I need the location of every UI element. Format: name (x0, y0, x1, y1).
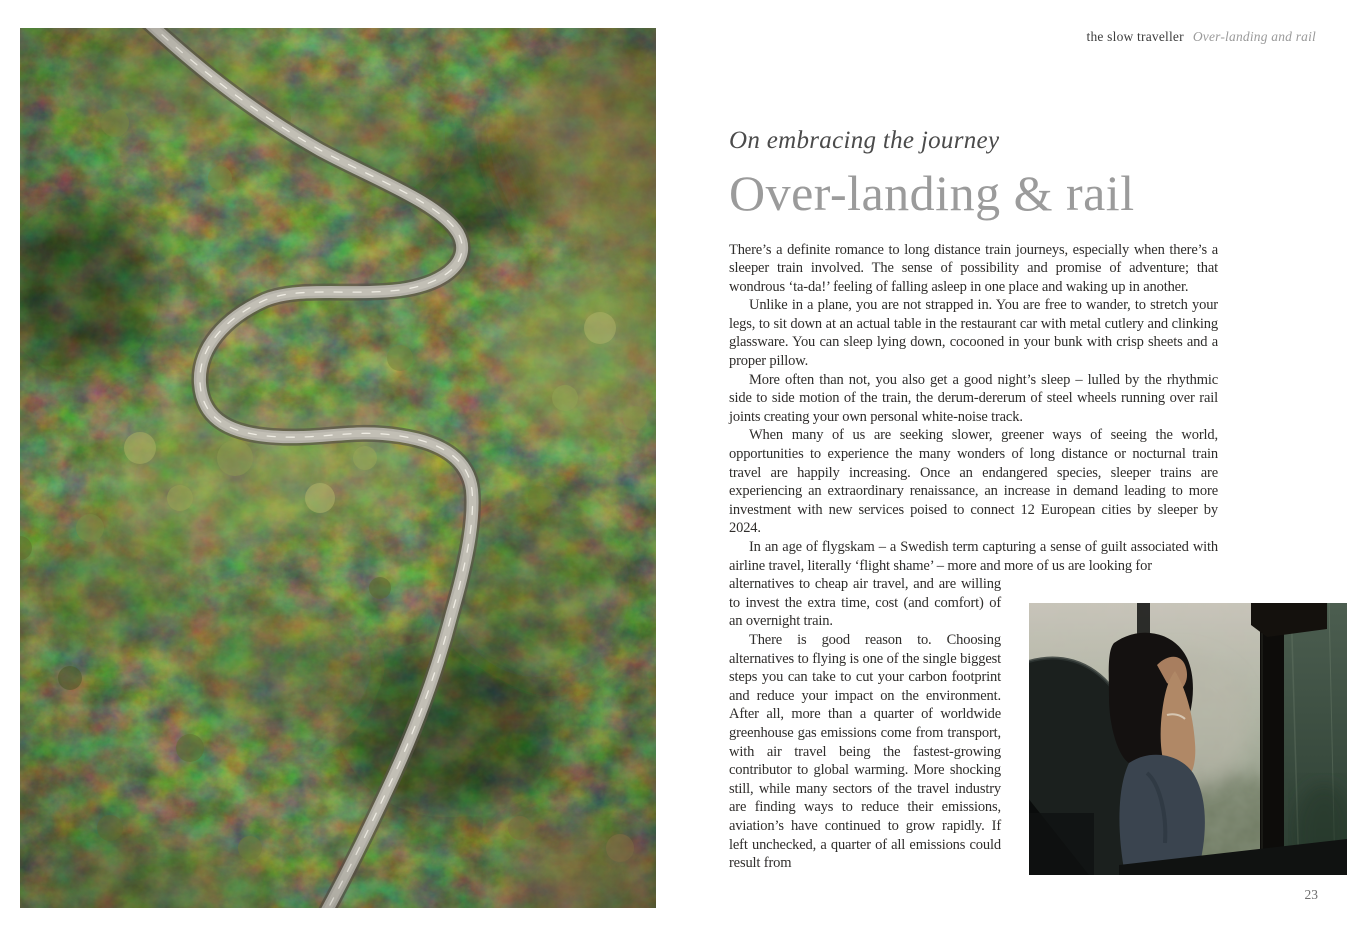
traveller-at-train-window-photo (1029, 603, 1347, 875)
aerial-winding-forest-road-photo (20, 28, 656, 908)
book-title: the slow traveller (1086, 29, 1184, 44)
paragraph: In an age of flygskam – a Swedish term capturing a sense of guilt associated with airline travel, literally ‘flight shame’ – more and more of us are looking for (729, 539, 1218, 574)
paragraph: alternatives to cheap air travel, and are willing to invest the extra time, cost (and comfort) of an overnight train. (729, 576, 1001, 630)
narrow-text-block (729, 575, 1001, 873)
page-title: Over-landing & rail (729, 165, 1135, 221)
paragraph: Unlike in a plane, you are not strapped in. You are free to wander, to stretch your legs, to sit down at an actual table in the restaurant car with metal cutlery and clinking glassware. You can sleep lying down, cocooned in your bunk with crisp sheets and a proper pillow. (729, 297, 1218, 370)
paragraph: When many of us are seeking slower, greener ways of seeing the world, opportunities to experience the many wonders of long distance or nocturnal train travel are happily increasing. Once an endangered species, sleeper trains are experiencing an extraordinary renaissance, an increase in demand leading to more investment with new services poised to connect 12 European cities by sleeper by 2024. (729, 427, 1218, 537)
paragraph: More often than not, you also get a good night’s sleep – lulled by the rhythmic side to side motion of the train, the derum-dererum of steel wheels running over rail joints creating your own personal white-noise track. (729, 371, 1218, 425)
paragraph: There’s a definite romance to long distance train journeys, especially when there’s a sleeper train involved. The sense of possibility and promise of adventure; that wondrous ‘ta-da!’ feeling of falling asleep in one place and waking up in another. (729, 241, 1218, 295)
chapter-title: Over-landing and rail (1192, 29, 1316, 44)
kicker: On embracing the journey (729, 127, 1000, 154)
page-number: 23 (1304, 887, 1318, 902)
paragraph: There is good reason to. Choosing alternatives to flying is one of the single biggest steps you can take to cut your carbon footprint and reduce your impact on the environment. After all, more than a quarter of worldwide greenhouse gas emissions come from transport, with air travel being the fastest-growing contributor to global warming. More shocking still, while many sectors of the travel industry are finding ways to reduce their emissions, aviation’s have continued to grow rapidly. If left unchecked, a quarter of all emissions could result from (729, 631, 1001, 872)
